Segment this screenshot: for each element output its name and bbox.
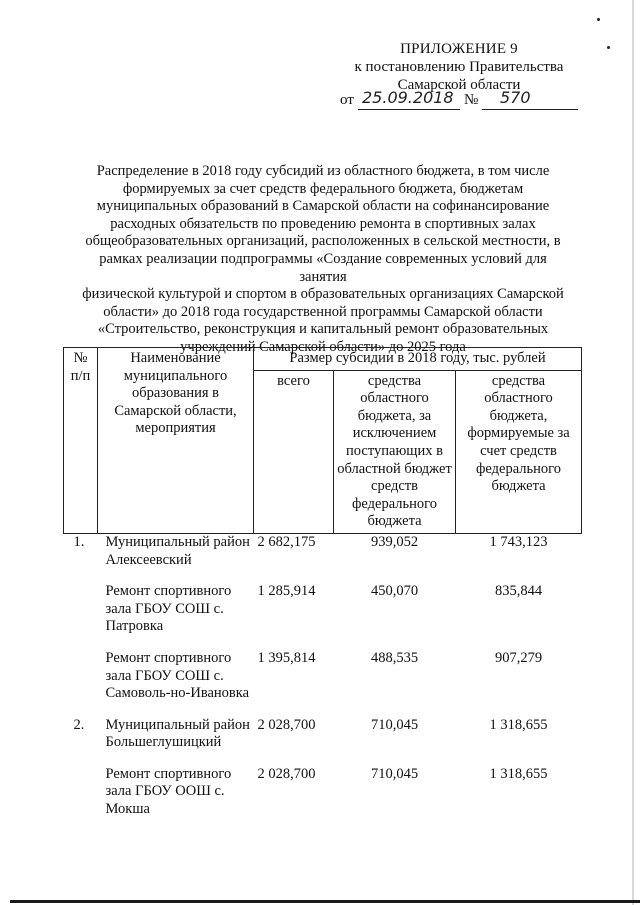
row-total: 2 028,700: [257, 765, 316, 782]
col-header-total: всего: [254, 370, 334, 533]
heading-line: расходных обязательств по проведению ремонта в спортивных залах: [110, 215, 536, 232]
heading-line: муниципальных образований в Самарской области на софинансирование: [96, 198, 550, 215]
scan-edge-bottom: [10, 900, 640, 903]
scan-speck: [597, 18, 600, 21]
col-header-federal: средства областного бюджета, формируемые за счет средств федерального бюджета: [456, 370, 582, 533]
table-row: [64, 583, 582, 636]
appendix-line-3: Самарской области: [397, 77, 521, 93]
row-federal: 835,844: [494, 583, 543, 600]
number-underline: [482, 109, 578, 110]
date-underline: [358, 109, 460, 110]
row-num: [64, 650, 98, 703]
row-federal: 907,279: [494, 649, 543, 666]
row-regional: 488,535: [370, 649, 419, 666]
heading-line: формируемых за счет средств федерального бюджета, бюджетам: [122, 180, 524, 197]
scan-speck: [607, 46, 610, 49]
row-name: Муниципальный район Большеглушицкий: [105, 716, 250, 751]
row-spacer: [64, 636, 582, 650]
row-num: 2.: [73, 716, 85, 733]
row-regional: 710,045: [370, 765, 419, 782]
table-row: [64, 766, 582, 819]
heading-line: рамках реализации подпрограммы «Создание современных условий для занятия: [99, 250, 547, 285]
document-heading: [78, 163, 568, 357]
subsidy-table: [63, 347, 582, 819]
row-total: 2 028,700: [257, 716, 316, 733]
table-row: [64, 650, 582, 703]
heading-line: учреждений Самарской области» до 2025 года: [180, 338, 466, 355]
row-total: 1 285,914: [257, 583, 316, 600]
row-regional: 450,070: [370, 583, 419, 600]
row-num: [64, 766, 98, 819]
row-federal: 1 318,655: [489, 716, 548, 733]
row-name: Муниципальный район Алексеевский: [105, 533, 250, 568]
number-prefix: №: [464, 92, 479, 108]
row-regional: 710,045: [370, 716, 419, 733]
heading-line: Распределение в 2018 году субсидий из областного бюджета, в том числе: [96, 163, 550, 179]
col-header-regional: средства областного бюджета, за исключением поступающих в областной бюджет средств федерального бюджета: [334, 370, 456, 533]
row-spacer: [64, 569, 582, 583]
row-num: [64, 583, 98, 636]
appendix-line-2: к постановлению Правительства: [354, 59, 564, 75]
row-name: Ремонт спортивного зала ГБОУ СОШ с. Самоволь-но-Ивановка: [105, 649, 250, 702]
scan-edge: [632, 0, 634, 905]
row-federal: 1 318,655: [489, 765, 548, 782]
heading-line: физической культурой и спортом в образовательных организациях Самарской: [82, 286, 564, 303]
handwritten-number: 570: [500, 88, 531, 107]
row-federal: 1 743,123: [489, 533, 548, 550]
date-prefix: от: [340, 92, 354, 108]
handwritten-date: 25.09.2018: [362, 88, 454, 107]
row-regional: 939,052: [370, 533, 419, 550]
table-row: [64, 533, 582, 569]
row-name: Ремонт спортивного зала ГБОУ СОШ с. Патровка: [105, 583, 232, 635]
row-total: 1 395,814: [257, 649, 316, 666]
row-total: 2 682,175: [257, 533, 316, 550]
document-date-line: [340, 88, 580, 112]
table-header-row: [64, 348, 582, 371]
row-num: 1.: [73, 533, 85, 550]
table-row: [64, 717, 582, 752]
heading-line: области» до 2018 года государственной программы Самарской области: [103, 303, 543, 320]
row-spacer: [64, 703, 582, 717]
heading-line: общеобразовательных организаций, расположенных в сельской местности, в: [85, 233, 561, 250]
col-header-num: № п/п: [64, 348, 98, 534]
appendix-block: [334, 40, 584, 94]
row-name: Ремонт спортивного зала ГБОУ ООШ с. Мокша: [105, 765, 232, 818]
heading-line: «Строительство, реконструкция и капитальный ремонт образовательных: [97, 321, 549, 338]
col-header-group: Размер субсидии в 2018 году, тыс. рублей: [254, 348, 582, 371]
col-header-name: Наименование муниципального образования в Самарской области, мероприятия: [98, 348, 254, 534]
appendix-title: ПРИЛОЖЕНИЕ 9: [400, 41, 518, 57]
row-spacer: [64, 752, 582, 766]
